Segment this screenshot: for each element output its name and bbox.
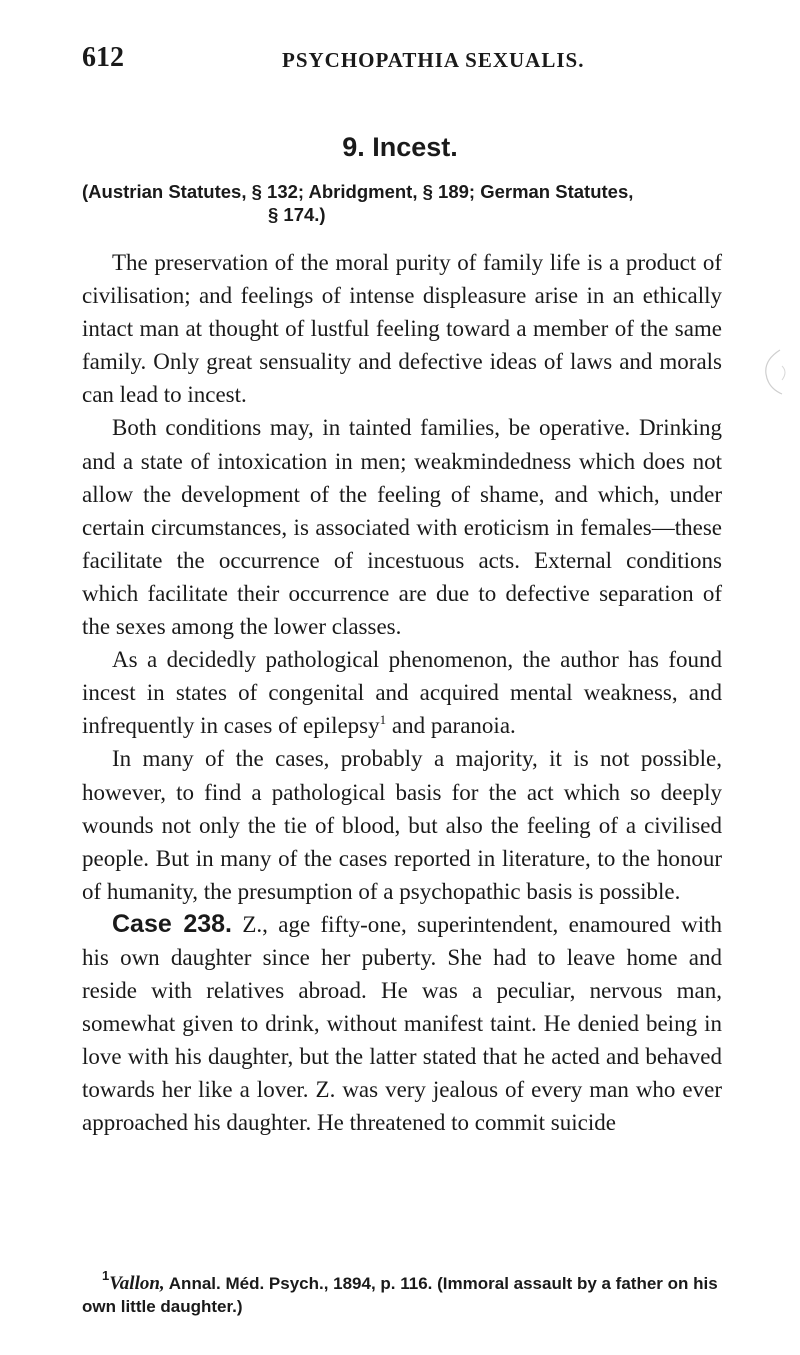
page-header <box>82 42 718 82</box>
margin-smudge-mark <box>758 348 788 396</box>
case-text: Z., age fifty-one, superintendent, enamoured with his own daughter since her puberty. She had to leave home and reside with relatives abroad. He was a peculiar, nervous man, somewhat given to drink, without manifest taint. He denied being in love with his daughter, but the latter stated that he acted and behaved towards her like a lover. Z. was very jealous of every man who ever approached his daughter. He threatened to commit suicide <box>82 911 723 1136</box>
footnote <box>82 1268 722 1318</box>
paragraph-3 <box>82 643 722 742</box>
footnote-author: Vallon, <box>109 1273 165 1294</box>
statutes-reference <box>82 180 722 226</box>
statutes-line-1: (Austrian Statutes, § 132; Abridgment, § 189; German Statutes, <box>82 181 634 202</box>
footnote-reference: 1 <box>379 712 387 728</box>
case-paragraph <box>82 908 722 1140</box>
footnote-marker: 1 <box>102 1268 110 1283</box>
paragraph-4: In many of the cases, probably a majority, it is not possible, however, to find a pathological basis for the act which so deeply wounds not only the tie of blood, but also the feeling of a civilised people. But in many of the cases reported in literature, to the honour of humanity, the presumption of a psychopathic basis is possible. <box>82 746 722 904</box>
paragraph-3-end: and paranoia. <box>386 713 516 739</box>
footnote-text: Annal. Méd. Psych., 1894, p. 116. (Immoral assault by a father on his own little daughter.) <box>82 1274 718 1316</box>
paragraph-1: The preservation of the moral purity of family life is a product of civilisation; and feelings of intense displeasure arise in an ethically intact man at thought of lustful feeling toward a member of the same family. Only great sensuality and defective ideas of laws and morals can lead to incest. <box>82 250 722 408</box>
page-number: 612 <box>82 42 124 73</box>
paragraph-2: Both conditions may, in tainted families, be operative. Drinking and a state of intoxication in men; weakmindedness which does not allow the development of the feeling of shame, and which, under certain circumstances, is associated with eroticism in females—these facilitate the occurrence of incestuous acts. External conditions which facilitate their occurrence are due to defective separation of the sexes among the lower classes. <box>82 415 722 640</box>
paragraph-3-text: As a decidedly pathological phenomenon, the author has found incest in states of congenital and acquired mental weakness, and infrequently in cases of epilepsy <box>82 647 722 739</box>
section-title: 9. Incest. <box>342 132 458 162</box>
statutes-line-2: § 174.) <box>268 204 326 225</box>
running-title: PSYCHOPATHIA SEXUALIS. <box>282 48 585 72</box>
case-label: Case 238. <box>112 909 232 938</box>
body-text <box>82 246 722 1140</box>
